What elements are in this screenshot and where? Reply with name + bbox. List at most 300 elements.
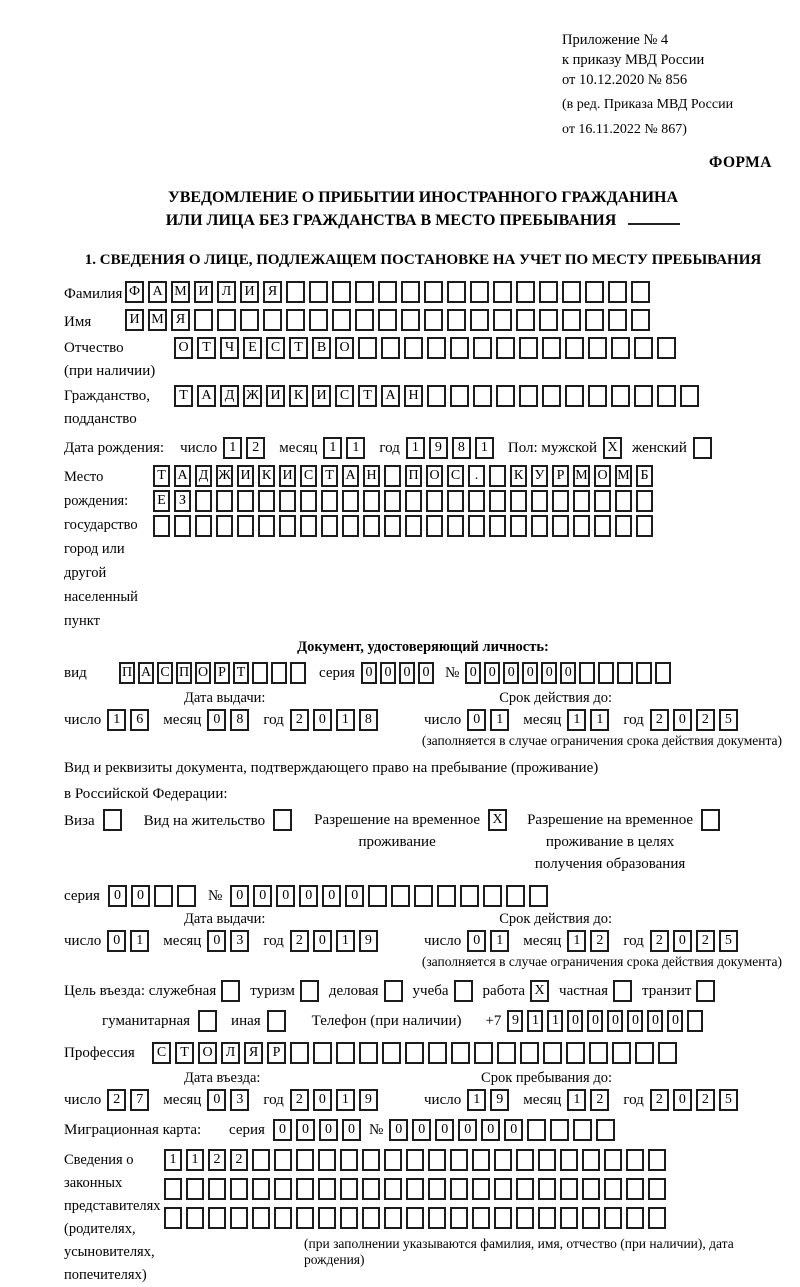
char-cell[interactable] (655, 662, 671, 684)
char-cell[interactable] (450, 1207, 468, 1229)
char-cell[interactable] (596, 1119, 615, 1141)
char-cell[interactable] (573, 490, 590, 512)
char-cell[interactable]: Я (263, 281, 282, 303)
char-cell[interactable] (693, 437, 712, 459)
char-cell[interactable]: 0 (345, 885, 364, 907)
char-cell[interactable] (687, 1010, 703, 1032)
char-cell[interactable] (428, 1149, 446, 1171)
char-cell[interactable]: 7 (130, 1089, 149, 1111)
char-cell[interactable] (636, 515, 653, 537)
char-cell[interactable] (252, 1149, 270, 1171)
char-cell[interactable] (494, 1178, 512, 1200)
char-cell[interactable]: 0 (342, 1119, 361, 1141)
char-cell[interactable] (626, 1178, 644, 1200)
char-cell[interactable] (174, 515, 191, 537)
char-cell[interactable]: Т (174, 385, 193, 407)
char-cell[interactable]: П (119, 662, 135, 684)
char-cell[interactable] (510, 515, 527, 537)
char-cell[interactable]: 1 (323, 437, 342, 459)
char-cell[interactable] (470, 281, 489, 303)
char-cell[interactable]: 0 (504, 1119, 523, 1141)
char-cell[interactable]: 0 (313, 709, 332, 731)
char-cell[interactable]: 0 (276, 885, 295, 907)
char-cell[interactable]: 0 (299, 885, 318, 907)
char-cell[interactable] (290, 662, 306, 684)
char-cell[interactable] (608, 281, 627, 303)
char-cell[interactable] (274, 1178, 292, 1200)
char-cell[interactable]: 9 (429, 437, 448, 459)
char-cell[interactable] (615, 515, 632, 537)
char-cell[interactable] (153, 515, 170, 537)
char-cell[interactable] (340, 1207, 358, 1229)
char-cell[interactable]: Н (363, 465, 380, 487)
char-cell[interactable] (401, 309, 420, 331)
char-cell[interactable] (362, 1149, 380, 1171)
char-cell[interactable]: 0 (667, 1010, 683, 1032)
char-cell[interactable] (428, 1042, 447, 1064)
char-cell[interactable] (538, 1149, 556, 1171)
char-cell[interactable] (424, 281, 443, 303)
char-cell[interactable] (648, 1207, 666, 1229)
char-cell[interactable] (594, 490, 611, 512)
char-cell[interactable] (636, 490, 653, 512)
char-cell[interactable]: 0 (481, 1119, 500, 1141)
char-cell[interactable] (358, 337, 377, 359)
char-cell[interactable]: . (468, 465, 485, 487)
char-cell[interactable]: В (312, 337, 331, 359)
char-cell[interactable]: И (194, 281, 213, 303)
char-cell[interactable] (391, 885, 410, 907)
char-cell[interactable]: И (240, 281, 259, 303)
char-cell[interactable] (543, 1042, 562, 1064)
char-cell[interactable]: 0 (108, 885, 127, 907)
char-cell[interactable]: О (174, 337, 193, 359)
char-cell[interactable]: К (289, 385, 308, 407)
char-cell[interactable] (450, 1178, 468, 1200)
char-cell[interactable]: 2 (208, 1149, 226, 1171)
char-cell[interactable] (489, 515, 506, 537)
char-cell[interactable]: Л (217, 281, 236, 303)
char-cell[interactable] (447, 490, 464, 512)
char-cell[interactable]: О (198, 1042, 217, 1064)
char-cell[interactable]: 1 (346, 437, 365, 459)
char-cell[interactable] (428, 1178, 446, 1200)
char-cell[interactable]: К (258, 465, 275, 487)
char-cell[interactable] (585, 281, 604, 303)
char-cell[interactable] (470, 309, 489, 331)
char-cell[interactable] (634, 337, 653, 359)
char-cell[interactable] (405, 1042, 424, 1064)
char-cell[interactable] (321, 490, 338, 512)
char-cell[interactable]: 0 (253, 885, 272, 907)
char-cell[interactable] (300, 980, 319, 1002)
char-cell[interactable] (598, 662, 614, 684)
char-cell[interactable]: О (426, 465, 443, 487)
char-cell[interactable] (274, 1149, 292, 1171)
char-cell[interactable] (552, 515, 569, 537)
char-cell[interactable] (510, 490, 527, 512)
char-cell[interactable]: 8 (452, 437, 471, 459)
char-cell[interactable] (217, 309, 236, 331)
char-cell[interactable] (355, 281, 374, 303)
char-cell[interactable] (103, 809, 122, 831)
char-cell[interactable]: Т (197, 337, 216, 359)
char-cell[interactable]: Т (358, 385, 377, 407)
char-cell[interactable]: М (148, 309, 167, 331)
char-cell[interactable] (604, 1207, 622, 1229)
char-cell[interactable] (424, 309, 443, 331)
char-cell[interactable] (589, 1042, 608, 1064)
char-cell[interactable] (634, 385, 653, 407)
char-cell[interactable]: 1 (467, 1089, 486, 1111)
char-cell[interactable] (221, 980, 240, 1002)
char-cell[interactable]: 1 (547, 1010, 563, 1032)
char-cell[interactable] (355, 309, 374, 331)
char-cell[interactable] (582, 1178, 600, 1200)
char-cell[interactable]: Ж (216, 465, 233, 487)
char-cell[interactable]: А (138, 662, 154, 684)
char-cell[interactable] (258, 490, 275, 512)
char-cell[interactable]: А (174, 465, 191, 487)
char-cell[interactable] (194, 309, 213, 331)
char-cell[interactable]: 0 (673, 930, 692, 952)
char-cell[interactable] (657, 385, 676, 407)
char-cell[interactable]: Д (195, 465, 212, 487)
char-cell[interactable] (516, 1149, 534, 1171)
char-cell[interactable] (300, 490, 317, 512)
char-cell[interactable] (617, 662, 633, 684)
char-cell[interactable]: 0 (207, 1089, 226, 1111)
char-cell[interactable]: 2 (290, 930, 309, 952)
char-cell[interactable]: П (405, 465, 422, 487)
char-cell[interactable]: Т (233, 662, 249, 684)
char-cell[interactable]: М (573, 465, 590, 487)
char-cell[interactable]: 2 (246, 437, 265, 459)
char-cell[interactable] (195, 490, 212, 512)
char-cell[interactable] (604, 1149, 622, 1171)
char-cell[interactable] (271, 662, 287, 684)
char-cell[interactable]: 0 (522, 662, 538, 684)
char-cell[interactable] (527, 1119, 546, 1141)
char-cell[interactable] (384, 1178, 402, 1200)
char-cell[interactable]: Я (244, 1042, 263, 1064)
char-cell[interactable]: 0 (230, 885, 249, 907)
char-cell[interactable] (562, 281, 581, 303)
char-cell[interactable]: 1 (164, 1149, 182, 1171)
char-cell[interactable]: 0 (296, 1119, 315, 1141)
char-cell[interactable] (198, 1010, 217, 1032)
char-cell[interactable]: 0 (567, 1010, 583, 1032)
char-cell[interactable]: 1 (336, 930, 355, 952)
char-cell[interactable] (585, 309, 604, 331)
char-cell[interactable]: 1 (490, 709, 509, 731)
char-cell[interactable] (240, 309, 259, 331)
char-cell[interactable] (588, 337, 607, 359)
char-cell[interactable]: 0 (541, 662, 557, 684)
char-cell[interactable] (696, 980, 715, 1002)
char-cell[interactable]: 0 (313, 1089, 332, 1111)
char-cell[interactable]: 0 (673, 709, 692, 731)
char-cell[interactable]: 1 (567, 1089, 586, 1111)
char-cell[interactable] (531, 490, 548, 512)
char-cell[interactable] (426, 490, 443, 512)
char-cell[interactable] (405, 490, 422, 512)
char-cell[interactable]: 1 (590, 709, 609, 731)
char-cell[interactable] (493, 281, 512, 303)
char-cell[interactable] (384, 1207, 402, 1229)
char-cell[interactable]: 1 (336, 709, 355, 731)
char-cell[interactable] (384, 1149, 402, 1171)
char-cell[interactable] (615, 490, 632, 512)
char-cell[interactable]: X (530, 980, 549, 1002)
char-cell[interactable] (332, 309, 351, 331)
char-cell[interactable] (263, 309, 282, 331)
char-cell[interactable] (177, 885, 196, 907)
char-cell[interactable] (216, 490, 233, 512)
char-cell[interactable]: 0 (207, 930, 226, 952)
char-cell[interactable]: Р (267, 1042, 286, 1064)
char-cell[interactable]: 0 (131, 885, 150, 907)
char-cell[interactable]: С (157, 662, 173, 684)
char-cell[interactable]: М (615, 465, 632, 487)
char-cell[interactable] (538, 1178, 556, 1200)
char-cell[interactable]: 2 (290, 709, 309, 731)
char-cell[interactable]: 2 (650, 1089, 669, 1111)
char-cell[interactable]: 3 (230, 930, 249, 952)
char-cell[interactable]: 2 (590, 1089, 609, 1111)
char-cell[interactable]: 0 (627, 1010, 643, 1032)
char-cell[interactable] (496, 337, 515, 359)
char-cell[interactable] (186, 1178, 204, 1200)
char-cell[interactable] (565, 337, 584, 359)
char-cell[interactable] (594, 515, 611, 537)
char-cell[interactable]: Ф (125, 281, 144, 303)
char-cell[interactable] (286, 281, 305, 303)
char-cell[interactable] (428, 1207, 446, 1229)
char-cell[interactable]: 2 (230, 1149, 248, 1171)
char-cell[interactable] (437, 885, 456, 907)
char-cell[interactable] (680, 385, 699, 407)
char-cell[interactable] (406, 1207, 424, 1229)
char-cell[interactable] (657, 337, 676, 359)
char-cell[interactable] (474, 1042, 493, 1064)
char-cell[interactable]: А (381, 385, 400, 407)
char-cell[interactable] (252, 1178, 270, 1200)
char-cell[interactable] (516, 281, 535, 303)
char-cell[interactable]: 1 (567, 930, 586, 952)
char-cell[interactable] (450, 337, 469, 359)
char-cell[interactable]: 0 (607, 1010, 623, 1032)
char-cell[interactable] (516, 1207, 534, 1229)
char-cell[interactable]: 0 (673, 1089, 692, 1111)
char-cell[interactable]: И (237, 465, 254, 487)
char-cell[interactable] (313, 1042, 332, 1064)
char-cell[interactable] (447, 309, 466, 331)
char-cell[interactable] (340, 1149, 358, 1171)
char-cell[interactable]: С (266, 337, 285, 359)
char-cell[interactable] (450, 385, 469, 407)
char-cell[interactable]: 0 (399, 662, 415, 684)
char-cell[interactable]: О (335, 337, 354, 359)
char-cell[interactable]: 5 (719, 709, 738, 731)
char-cell[interactable]: 0 (647, 1010, 663, 1032)
char-cell[interactable] (340, 1178, 358, 1200)
char-cell[interactable]: К (510, 465, 527, 487)
char-cell[interactable]: Н (404, 385, 423, 407)
char-cell[interactable]: И (266, 385, 285, 407)
char-cell[interactable] (154, 885, 173, 907)
char-cell[interactable] (542, 337, 561, 359)
char-cell[interactable]: Л (221, 1042, 240, 1064)
char-cell[interactable]: 3 (230, 1089, 249, 1111)
char-cell[interactable] (318, 1207, 336, 1229)
char-cell[interactable] (519, 337, 538, 359)
char-cell[interactable] (362, 1178, 380, 1200)
char-cell[interactable]: 2 (107, 1089, 126, 1111)
char-cell[interactable] (237, 490, 254, 512)
char-cell[interactable] (552, 490, 569, 512)
char-cell[interactable] (516, 1178, 534, 1200)
char-cell[interactable] (300, 515, 317, 537)
char-cell[interactable]: 0 (273, 1119, 292, 1141)
char-cell[interactable] (384, 515, 401, 537)
char-cell[interactable]: О (195, 662, 211, 684)
char-cell[interactable] (336, 1042, 355, 1064)
char-cell[interactable] (472, 1178, 490, 1200)
char-cell[interactable]: 0 (412, 1119, 431, 1141)
char-cell[interactable] (230, 1178, 248, 1200)
char-cell[interactable] (631, 281, 650, 303)
char-cell[interactable]: А (148, 281, 167, 303)
char-cell[interactable]: С (447, 465, 464, 487)
char-cell[interactable] (611, 337, 630, 359)
char-cell[interactable]: 0 (467, 709, 486, 731)
char-cell[interactable] (701, 809, 720, 831)
char-cell[interactable]: 9 (507, 1010, 523, 1032)
char-cell[interactable]: Б (636, 465, 653, 487)
char-cell[interactable] (186, 1207, 204, 1229)
char-cell[interactable] (309, 309, 328, 331)
char-cell[interactable] (318, 1178, 336, 1200)
char-cell[interactable] (286, 309, 305, 331)
char-cell[interactable] (550, 1119, 569, 1141)
char-cell[interactable] (582, 1207, 600, 1229)
char-cell[interactable]: М (171, 281, 190, 303)
char-cell[interactable] (565, 385, 584, 407)
char-cell[interactable]: А (342, 465, 359, 487)
char-cell[interactable]: Р (552, 465, 569, 487)
char-cell[interactable] (195, 515, 212, 537)
char-cell[interactable]: 1 (186, 1149, 204, 1171)
char-cell[interactable] (489, 490, 506, 512)
char-cell[interactable] (363, 490, 380, 512)
char-cell[interactable] (588, 385, 607, 407)
char-cell[interactable]: 2 (696, 1089, 715, 1111)
char-cell[interactable] (516, 309, 535, 331)
char-cell[interactable]: 0 (560, 662, 576, 684)
char-cell[interactable] (636, 662, 652, 684)
char-cell[interactable] (237, 515, 254, 537)
char-cell[interactable] (538, 1207, 556, 1229)
char-cell[interactable] (164, 1178, 182, 1200)
char-cell[interactable] (613, 980, 632, 1002)
char-cell[interactable]: 1 (567, 709, 586, 731)
char-cell[interactable] (381, 337, 400, 359)
char-cell[interactable]: 0 (465, 662, 481, 684)
char-cell[interactable] (321, 515, 338, 537)
char-cell[interactable] (579, 662, 595, 684)
char-cell[interactable]: 0 (484, 662, 500, 684)
char-cell[interactable]: 0 (389, 1119, 408, 1141)
char-cell[interactable] (378, 309, 397, 331)
char-cell[interactable] (450, 1149, 468, 1171)
char-cell[interactable]: 0 (418, 662, 434, 684)
char-cell[interactable]: Т (289, 337, 308, 359)
char-cell[interactable]: П (176, 662, 192, 684)
char-cell[interactable] (359, 1042, 378, 1064)
char-cell[interactable]: Я (171, 309, 190, 331)
char-cell[interactable]: Т (175, 1042, 194, 1064)
char-cell[interactable] (406, 1178, 424, 1200)
char-cell[interactable] (342, 490, 359, 512)
char-cell[interactable]: З (174, 490, 191, 512)
char-cell[interactable] (164, 1207, 182, 1229)
char-cell[interactable]: X (603, 437, 622, 459)
char-cell[interactable] (368, 885, 387, 907)
char-cell[interactable]: 9 (490, 1089, 509, 1111)
char-cell[interactable]: 1 (527, 1010, 543, 1032)
char-cell[interactable] (631, 309, 650, 331)
char-cell[interactable] (332, 281, 351, 303)
char-cell[interactable] (258, 515, 275, 537)
char-cell[interactable]: Т (321, 465, 338, 487)
char-cell[interactable]: 1 (130, 930, 149, 952)
char-cell[interactable] (296, 1178, 314, 1200)
char-cell[interactable] (483, 885, 502, 907)
char-cell[interactable]: Е (153, 490, 170, 512)
char-cell[interactable] (626, 1207, 644, 1229)
char-cell[interactable] (216, 515, 233, 537)
char-cell[interactable] (296, 1149, 314, 1171)
char-cell[interactable] (378, 281, 397, 303)
char-cell[interactable]: 9 (359, 930, 378, 952)
char-cell[interactable] (208, 1207, 226, 1229)
char-cell[interactable]: Ч (220, 337, 239, 359)
char-cell[interactable]: Д (220, 385, 239, 407)
char-cell[interactable] (489, 465, 506, 487)
char-cell[interactable] (560, 1178, 578, 1200)
char-cell[interactable] (494, 1207, 512, 1229)
char-cell[interactable]: 0 (503, 662, 519, 684)
char-cell[interactable] (427, 337, 446, 359)
char-cell[interactable] (542, 385, 561, 407)
char-cell[interactable]: 1 (490, 930, 509, 952)
char-cell[interactable]: Е (243, 337, 262, 359)
char-cell[interactable]: Р (214, 662, 230, 684)
char-cell[interactable] (531, 515, 548, 537)
char-cell[interactable] (520, 1042, 539, 1064)
char-cell[interactable] (318, 1149, 336, 1171)
char-cell[interactable] (582, 1149, 600, 1171)
char-cell[interactable]: 0 (322, 885, 341, 907)
char-cell[interactable] (626, 1149, 644, 1171)
char-cell[interactable] (414, 885, 433, 907)
char-cell[interactable]: 0 (107, 930, 126, 952)
char-cell[interactable] (539, 309, 558, 331)
char-cell[interactable] (447, 515, 464, 537)
char-cell[interactable] (473, 385, 492, 407)
char-cell[interactable]: С (152, 1042, 171, 1064)
